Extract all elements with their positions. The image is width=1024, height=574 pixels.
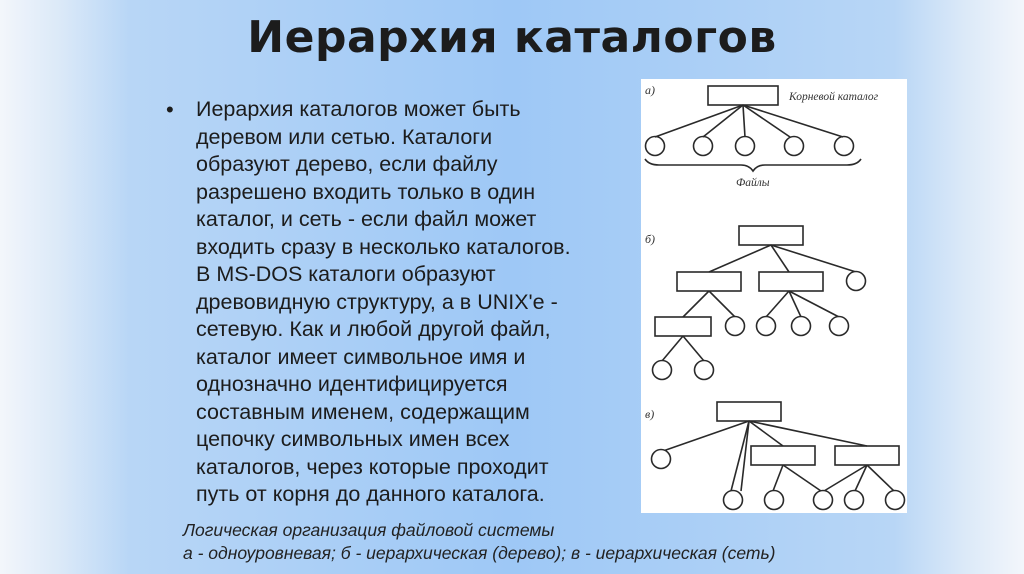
directory-box: [739, 226, 803, 245]
bullet-line: путь от корня до данного каталога.: [196, 482, 545, 506]
bullet-marker: •: [166, 97, 174, 122]
diagram-c-links: [663, 421, 894, 491]
bullet-line: цепочку символьных имен всех: [196, 427, 510, 451]
bullet-block: [166, 96, 586, 509]
diagram-a-links: [655, 105, 843, 137]
diagram-b-label: б): [645, 232, 656, 246]
file-node: [847, 272, 866, 291]
bullet-line: составным именем, содержащим: [196, 399, 530, 424]
file-node: [646, 137, 665, 156]
directory-box: [677, 272, 741, 291]
diagram-c-label: в): [645, 407, 655, 421]
directory-box: [751, 446, 815, 465]
root-directory-label: Корневой каталог: [789, 91, 879, 103]
caption-line: Логическая организация файловой системы: [183, 520, 555, 540]
bullet-line: В MS-DOS каталоги образуют: [196, 262, 496, 286]
bullet-text: [196, 96, 571, 509]
bullet-line: каталог имеет символьное имя и: [196, 344, 526, 369]
file-node: [835, 137, 854, 156]
bullet-line: деревом или сетью. Каталоги: [196, 124, 493, 149]
file-node: [695, 361, 714, 380]
caption-line: а - одноуровневая; б - иерархическая (дерево); в - иерархическая (сеть): [183, 543, 776, 563]
file-node: [652, 450, 671, 469]
bullet-line: образуют дерево, если файлу: [196, 152, 498, 176]
file-node: [845, 491, 864, 510]
diagram-b-links: [662, 245, 856, 361]
bullet-line: входить сразу в несколько каталогов.: [196, 234, 571, 259]
file-node: [757, 317, 776, 336]
directory-box: [835, 446, 899, 465]
files-brace: [645, 159, 861, 171]
root-directory-box: [708, 86, 778, 105]
figure-panel: [641, 79, 907, 513]
bullet-line: однозначно идентифицируется: [196, 372, 508, 396]
bullet-line: сетевую. Как и любой другой файл,: [196, 317, 551, 341]
bullet-line: Иерархия каталогов может быть: [196, 97, 521, 121]
diagram-a-label: а): [645, 83, 655, 97]
file-node: [785, 137, 804, 156]
directory-structure-diagrams: [641, 79, 907, 513]
directory-box: [759, 272, 823, 291]
file-node: [653, 361, 672, 380]
bullet-line: разрешено входить только в один: [196, 179, 536, 204]
file-node: [765, 491, 784, 510]
file-node: [726, 317, 745, 336]
file-node: [736, 137, 755, 156]
bullet-line: древовидную структуру, а в UNIX'е -: [196, 289, 558, 314]
file-node: [694, 137, 713, 156]
file-node: [792, 317, 811, 336]
bullet-line: каталогов, через которые проходит: [196, 454, 549, 479]
slide-title: Иерархия каталогов: [247, 12, 777, 63]
file-node: [724, 491, 743, 510]
figure-caption: [183, 519, 776, 565]
file-node: [814, 491, 833, 510]
directory-box: [655, 317, 711, 336]
bullet-line: каталог, и сеть - если файл может: [196, 207, 537, 231]
file-node: [830, 317, 849, 336]
diagram-a-files: [646, 137, 854, 156]
file-node: [886, 491, 905, 510]
files-label: Файлы: [736, 177, 770, 189]
directory-box: [717, 402, 781, 421]
